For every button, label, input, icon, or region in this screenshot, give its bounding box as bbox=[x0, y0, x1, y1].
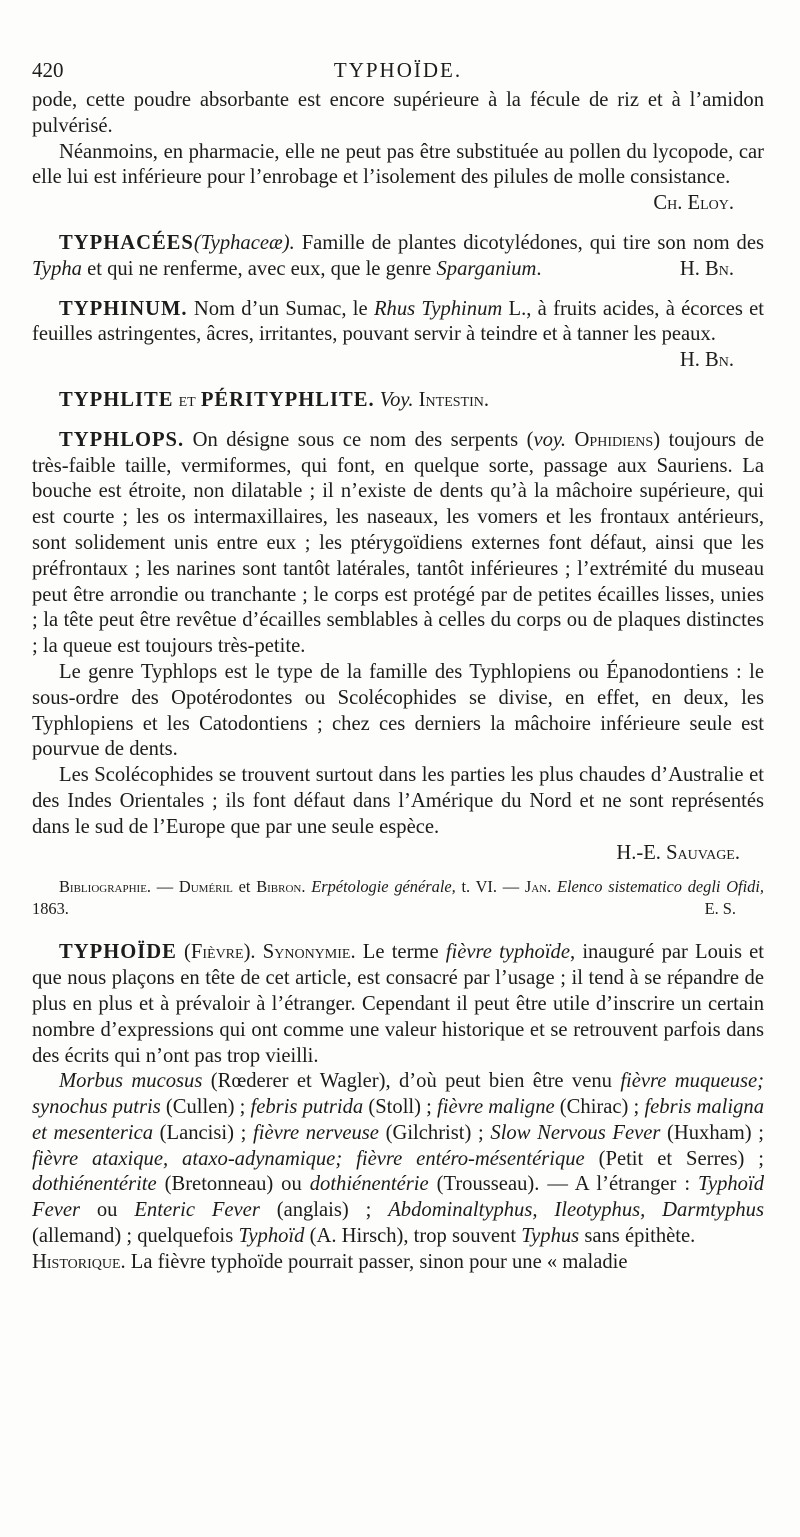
syn-11: Typhoïd Fever bbox=[32, 1173, 764, 1222]
bib-author-2: Bibron bbox=[256, 877, 302, 897]
intro-paragraph-2 bbox=[32, 140, 764, 217]
bib-signature: E. S. bbox=[704, 899, 736, 919]
syn-3-b: (Stoll) ; bbox=[363, 1096, 438, 1119]
typhoide-term: fièvre typhoïde bbox=[445, 941, 570, 964]
syn-10-b: (Trousseau). — A l’étranger : bbox=[428, 1173, 699, 1196]
syn-6-b: (Gilchrist) ; bbox=[378, 1121, 491, 1144]
bib-author-1: Duméril bbox=[178, 877, 233, 897]
syn-2: fièvre muqueuse; synochus putris bbox=[32, 1070, 765, 1119]
typhacees-text-b: et qui ne renferme, avec eux, que le genre bbox=[81, 257, 437, 280]
syn-12: Enteric Fever bbox=[134, 1199, 260, 1222]
syn-11-b: ou bbox=[80, 1199, 135, 1222]
typhlops-paragraph-3: Les Scolécophides se trouvent surtout dans les parties les plus chaudes d’Australie et des Indes Orientales ; ils font défaut dans l’Amérique du Nord et ne sont représentés dans le sud de l’Europe que par une seule espèce. bbox=[32, 764, 764, 838]
syn-4-b: (Chirac) ; bbox=[554, 1096, 645, 1119]
typhlite-et: et bbox=[173, 388, 201, 411]
syn-7: Slow Nervous Fever bbox=[490, 1121, 661, 1144]
syn-10: dothiénentérie bbox=[309, 1173, 429, 1196]
syn-12-b: (anglais) ; bbox=[259, 1199, 389, 1222]
syn-8: fièvre ataxique, ataxo-adynamique; fièvre entéro-mésentérique bbox=[32, 1147, 585, 1170]
historique-text: La fièvre typhoïde pourrait passer, sinon pour une « maladie bbox=[125, 1250, 628, 1273]
typhacees-sparganium: Sparganium bbox=[436, 257, 537, 280]
syn-15: Typhus bbox=[521, 1225, 580, 1248]
syn-6: fièvre nerveuse bbox=[253, 1121, 379, 1144]
typhinum-latin: Rhus Typhinum bbox=[373, 297, 503, 320]
entry-typhoide bbox=[32, 940, 764, 1069]
bib-title-1: Erpétologie générale, bbox=[311, 877, 456, 897]
headword-typhlops: TYPHLOPS. bbox=[59, 428, 185, 451]
headword-typhacees: TYPHACÉES bbox=[59, 231, 194, 254]
page-body bbox=[32, 88, 764, 1276]
typhlite-ref: Intestin. bbox=[413, 388, 490, 411]
typhoide-text-a: Le terme bbox=[355, 941, 446, 964]
typhacees-text-c: . bbox=[536, 257, 542, 280]
typhoide-historique bbox=[32, 1250, 764, 1276]
syn-5-b: (Lancisi) ; bbox=[153, 1121, 253, 1144]
syn-1-b: (Rœderer et Wagler), d’où peut bien être venu bbox=[202, 1070, 621, 1093]
bib-f: 1863. bbox=[32, 899, 69, 919]
syn-13-b: (allemand) ; quelquefois bbox=[32, 1225, 239, 1248]
typhacees-latin: (Typhaceæ). bbox=[193, 231, 295, 254]
syn-14-b: (A. Hirsch), trop souvent bbox=[304, 1225, 522, 1248]
headword-perityphlite: PÉRITYPHLITE. bbox=[200, 388, 375, 411]
bib-b: et bbox=[232, 877, 257, 897]
intro-signature: Ch. Eloy. bbox=[653, 192, 734, 215]
syn-14: Typhoïd bbox=[238, 1225, 305, 1248]
syn-7-b: (Huxham) ; bbox=[660, 1121, 765, 1144]
typhoide-synonyms-paragraph bbox=[32, 1069, 764, 1250]
intro-paragraph-1: pode, cette poudre absorbante est encore supérieure à la fécule de riz et à l’amidon pulvérisé. bbox=[32, 89, 764, 137]
syn-1: Morbus mucosus bbox=[59, 1070, 203, 1093]
headword-typhlite: TYPHLITE bbox=[59, 388, 174, 411]
typhlops-paragraph-2: Le genre Typhlops est le type de la famille des Typhlopiens ou Épanodontiens : le sous-ordre des Opotérodontes ou Scolécophides se divise, en effet, en deux, les Typhlopiens et les Catodontiens ; chez ces derniers la mâchoire inférieure seule est pourvue de dents. bbox=[32, 660, 764, 761]
bib-title-2: Elenco sistematico degli Ofidi, bbox=[556, 877, 764, 897]
entry-typhacees bbox=[32, 231, 764, 283]
typhinum-text-b: L., à fruits acides, à écorces et feuilles astringentes, âcres, irritantes, pouvant servir à teindre et à tanner les peaux. bbox=[32, 297, 764, 346]
syn-13: Abdominaltyphus, Ileotyphus, Darmtyphus bbox=[388, 1199, 764, 1222]
typhlops-text-b: ) toujours de très-faible taille, vermiformes, qui font, en quelque sorte, passage aux Sauriens. La bouche est étroite, non dilatable ; il n’existe de dents qu’à la mâchoire supérieure, qui est courte ; les os intermaxillaires, les naseaux, les vomers et les frontaux antérieurs, sont solidement unis entre eux ; les ptérygoïdiens externes font défaut, ainsi que les préfrontaux ; les narines sont tantôt latérales, tantôt inférieures ; l’extrémité du museau peut être arrondie ou tranchante ; le corps est protégé par de petites écailles lisses, unies ; la tête peut être revêtue d’écailles semblables à celles du corps ou de plaques distinctes ; la queue est toujours très-petite. bbox=[32, 428, 764, 658]
typhlops-ref: Ophidiens bbox=[566, 428, 654, 451]
bib-author-3: Jan bbox=[524, 877, 548, 897]
syn-8-b: (Petit et Serres) ; bbox=[584, 1147, 764, 1170]
typhlops-bibliography bbox=[32, 876, 764, 920]
intro-paragraph-2-text: Néanmoins, en pharmacie, elle ne peut pas être substituée au pollen du lycopode, car elle lui est inférieure pour l’enrobage et l’isolement des pilules de molle consistance. bbox=[32, 140, 764, 189]
bib-a: — bbox=[151, 877, 179, 897]
typhoide-synonymie-label: Synonymie. bbox=[255, 941, 356, 964]
headword-typhoide: TYPHOÏDE bbox=[59, 941, 177, 964]
bib-d: t. VI. — bbox=[455, 877, 525, 897]
bib-e: . bbox=[547, 877, 557, 897]
syn-9: dothiénentérite bbox=[32, 1173, 157, 1196]
syn-5: febris maligna et mesenterica bbox=[32, 1096, 764, 1144]
typhacees-text-a: Famille de plantes dicotylédones, qui tire son nom des bbox=[294, 231, 764, 254]
typhinum-text-a: Nom d’un Sumac, le bbox=[187, 297, 374, 320]
running-title: TYPHOÏDE. bbox=[333, 58, 463, 82]
typhlops-voy: voy. bbox=[533, 428, 567, 451]
typhacees-typha: Typha bbox=[32, 257, 82, 280]
page-header bbox=[32, 58, 764, 86]
typhlite-voy: Voy. bbox=[374, 388, 414, 411]
entry-typhlops bbox=[32, 428, 764, 660]
syn-2-b: (Cullen) ; bbox=[160, 1096, 251, 1119]
entry-typhlite bbox=[32, 388, 764, 414]
typhoide-paren: (Fièvre). bbox=[176, 941, 256, 964]
typhoide-text-b: , inauguré par Louis et que nous plaçons en tête de cet article, est consacré par l’usage ; il tend à se répandre de plus en plus et à prévaloir à l’étranger. Cependant il peut être utile d’inscrire un certain nombre d’expressions qui ont comme une valeur historique et se retrouvent parfois dans des écrits qui n’ont pas trop vieilli. bbox=[32, 941, 765, 1067]
typhlops-signature: H.-E. Sauvage. bbox=[616, 841, 740, 864]
syn-15-b: sans épithète. bbox=[579, 1225, 696, 1248]
historique-label: Historique. bbox=[32, 1250, 126, 1273]
syn-4: fièvre maligne bbox=[437, 1096, 555, 1119]
typhlops-text-a: On désigne sous ce nom des serpents ( bbox=[184, 428, 534, 451]
bib-label: Bibliographie. bbox=[59, 877, 152, 897]
typhacees-signature: H. Bn. bbox=[679, 257, 734, 280]
bib-c: . bbox=[301, 877, 312, 897]
syn-9-b: (Bretonneau) ou bbox=[156, 1173, 310, 1196]
syn-3: febris putrida bbox=[250, 1096, 364, 1119]
entry-typhinum bbox=[32, 297, 764, 374]
page-number: 420 bbox=[32, 58, 64, 82]
headword-typhinum: TYPHINUM. bbox=[59, 297, 188, 320]
typhinum-signature: H. Bn. bbox=[679, 349, 734, 372]
